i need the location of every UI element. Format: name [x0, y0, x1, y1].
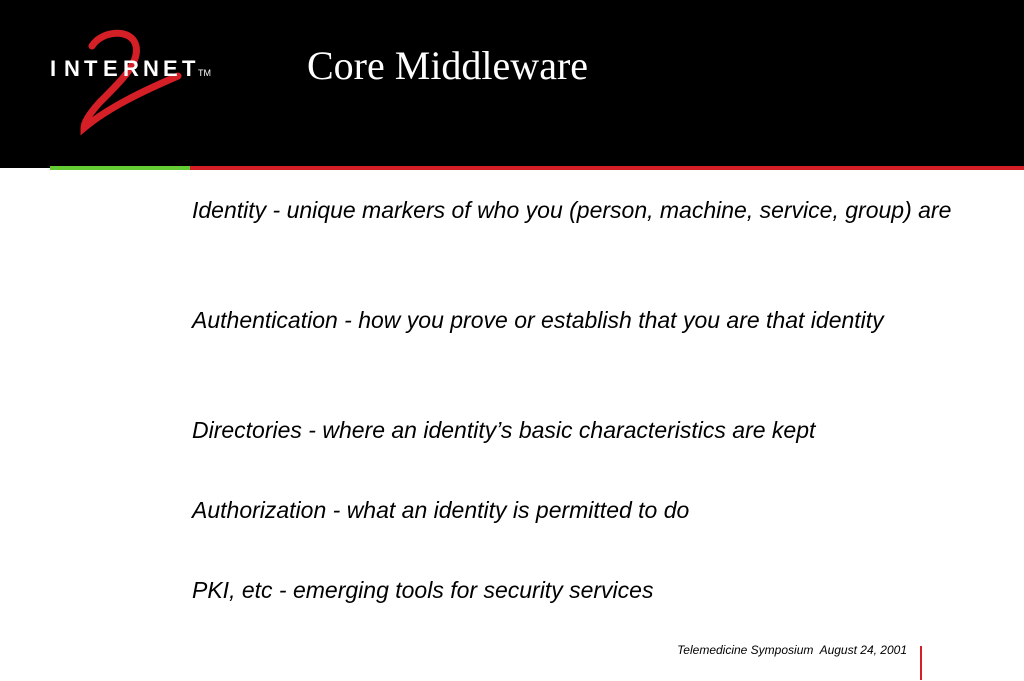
logo-letter: R: [123, 56, 139, 81]
logo-letter: T: [84, 56, 98, 81]
definition-authorization: Authorization - what an identity is permitted to do: [192, 497, 690, 523]
logo-letter: N: [143, 56, 159, 81]
logo-letter: E: [103, 56, 118, 81]
internet2-logo-graphic: [40, 28, 220, 138]
definition-pki: PKI, etc - emerging tools for security services: [192, 577, 654, 603]
definition-directories: Directories - where an identity’s basic characteristics are kept: [192, 417, 816, 443]
slide-header: [0, 0, 1024, 168]
logo-letter: I: [50, 56, 57, 81]
header-rule-red: [190, 166, 1024, 170]
logo-letter: E: [163, 56, 178, 81]
logo-letter: N: [64, 56, 80, 81]
slide-title: Core Middleware: [307, 43, 589, 88]
logo-trademark: TM: [198, 68, 211, 78]
definition-authentication: Authentication - how you prove or establish that you are that identity: [192, 307, 884, 333]
logo-letter: T: [182, 56, 196, 81]
header-rule-green: [50, 166, 190, 170]
definition-identity: Identity - unique markers of who you (person, machine, service, group) are: [192, 197, 952, 223]
footer-caption: Telemedicine Symposium August 24, 2001: [677, 643, 907, 657]
footer-accent-bar: [920, 646, 922, 680]
internet2-logo: [40, 28, 220, 138]
